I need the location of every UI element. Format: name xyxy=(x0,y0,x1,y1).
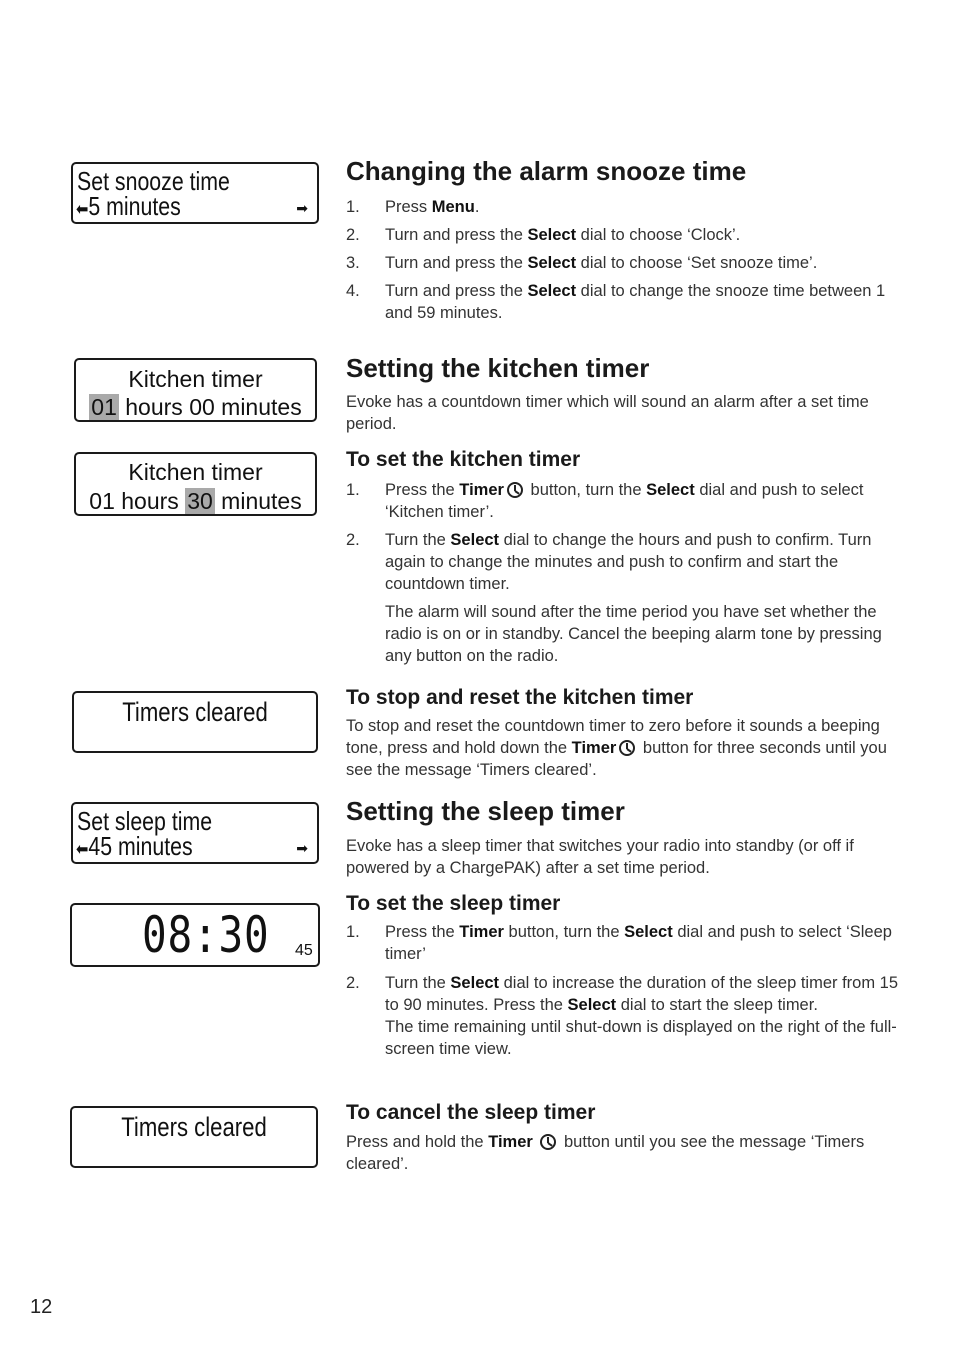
lcd-line-2: hours 00 minutes xyxy=(118,394,302,420)
lcd-snooze-display xyxy=(71,162,319,224)
list-item: 2. Turn and press the Select dial to choose ‘Clock’. xyxy=(346,226,741,244)
sleep-set-subsection xyxy=(346,891,906,1066)
kitchen-stop-subsection xyxy=(346,685,906,781)
section-title: Changing the alarm snooze time xyxy=(346,156,747,186)
left-arrow-icon: ⬅ xyxy=(76,839,89,859)
subsection-title: To cancel the sleep timer xyxy=(346,1101,596,1124)
subsection-title: To stop and reset the kitchen timer xyxy=(346,686,694,709)
lcd-timers-cleared-display xyxy=(70,1106,318,1168)
list-item: 2. Turn the Select dial to increase the duration of the sleep timer from 15 to 90 minutes. Press the Select dial to start the sleep timer. The time remaining until shut-down is displayed on the right of the full-screen time view. xyxy=(346,972,906,1060)
lcd-highlight-hours: 01 xyxy=(91,394,117,420)
lcd-line-1: Set sleep time xyxy=(77,806,213,836)
clock-icon xyxy=(540,1134,556,1150)
lcd-sleep-remaining: 45 xyxy=(295,942,313,959)
kitchen-intro: Evoke has a countdown timer which will sound an alarm after a set time period. xyxy=(346,393,869,433)
subsection-title: To set the kitchen timer xyxy=(346,448,581,471)
lcd-message: Timers cleared xyxy=(122,697,268,727)
list-item: 1. Press Menu. xyxy=(346,198,480,216)
step-note: The alarm will sound after the time period you have set whether the radio is on or in standby. Cancel the beeping alarm tone by pressing any button on the radio. xyxy=(385,603,882,665)
lcd-message: Timers cleared xyxy=(121,1112,267,1142)
right-arrow-icon: ➡ xyxy=(296,200,308,216)
section-title: Setting the sleep timer xyxy=(346,796,625,826)
left-arrow-icon: ⬅ xyxy=(76,199,89,219)
page-number: 12 xyxy=(30,1296,53,1318)
subsection-title: To set the sleep timer xyxy=(346,892,561,915)
list-item: 4. Turn and press the Select dial to change the snooze time between 1 and 59 minutes. xyxy=(346,282,886,322)
snooze-steps xyxy=(346,196,906,324)
sleep-cancel-subsection xyxy=(346,1100,906,1175)
lcd-line-2: 45 minutes xyxy=(88,831,193,861)
lcd-highlight-minutes: 30 xyxy=(187,488,213,514)
lcd-kitchen-minutes-display xyxy=(74,452,317,516)
lcd-timers-cleared-display xyxy=(72,691,318,753)
sleep-section xyxy=(346,796,906,879)
lcd-line-2: 5 minutes xyxy=(88,191,181,221)
kitchen-set-subsection xyxy=(346,447,906,673)
right-arrow-icon: ➡ xyxy=(296,840,308,856)
lcd-line-2-post: minutes xyxy=(214,488,302,514)
paragraph: Press and hold the Timer button until you see the message ‘Timers cleared’. xyxy=(346,1133,865,1173)
lcd-kitchen-hours-display xyxy=(74,358,317,422)
section-title: Setting the kitchen timer xyxy=(346,353,650,383)
clock-icon xyxy=(507,482,523,498)
list-item: 1. Press the Timer button, turn the Select dial and push to select ‘Sleep timer’ xyxy=(346,923,892,963)
paragraph: To stop and reset the countdown timer to zero before it sounds a beeping tone, press and hold down the Timer button for three seconds until you see the message ‘Timers cleared’. xyxy=(346,717,887,779)
clock-icon xyxy=(619,740,635,756)
lcd-line-1: Kitchen timer xyxy=(128,459,263,485)
lcd-clock-time: 08:30 xyxy=(142,906,270,964)
list-item: 2. Turn the Select dial to change the hours and push to confirm. Turn again to change the minutes and push to confirm and start the countdown timer. The alarm will sound after the time period you have set whether the radio is on or in standby. Cancel the beeping alarm tone by pressing any button on the radio. xyxy=(346,529,906,667)
snooze-section xyxy=(346,156,906,330)
list-item: 3. Turn and press the Select dial to choose ‘Set snooze time’. xyxy=(346,254,818,272)
lcd-clock-display xyxy=(70,903,320,967)
lcd-line-1: Kitchen timer xyxy=(128,366,263,392)
lcd-line-1: Set snooze time xyxy=(77,166,230,196)
lcd-sleep-display xyxy=(71,802,319,864)
kitchen-section xyxy=(346,353,906,435)
list-item: 1. Press the Timer button, turn the Select dial and push to select ‘Kitchen timer’. xyxy=(346,481,864,521)
sleep-intro: Evoke has a sleep timer that switches your radio into standby (or off if powered by a ChargePAK) after a set time period. xyxy=(346,837,854,877)
step-note: The time remaining until shut-down is displayed on the right of the full-screen time view. xyxy=(385,1018,897,1058)
lcd-line-2-pre: 01 hours xyxy=(89,488,186,514)
